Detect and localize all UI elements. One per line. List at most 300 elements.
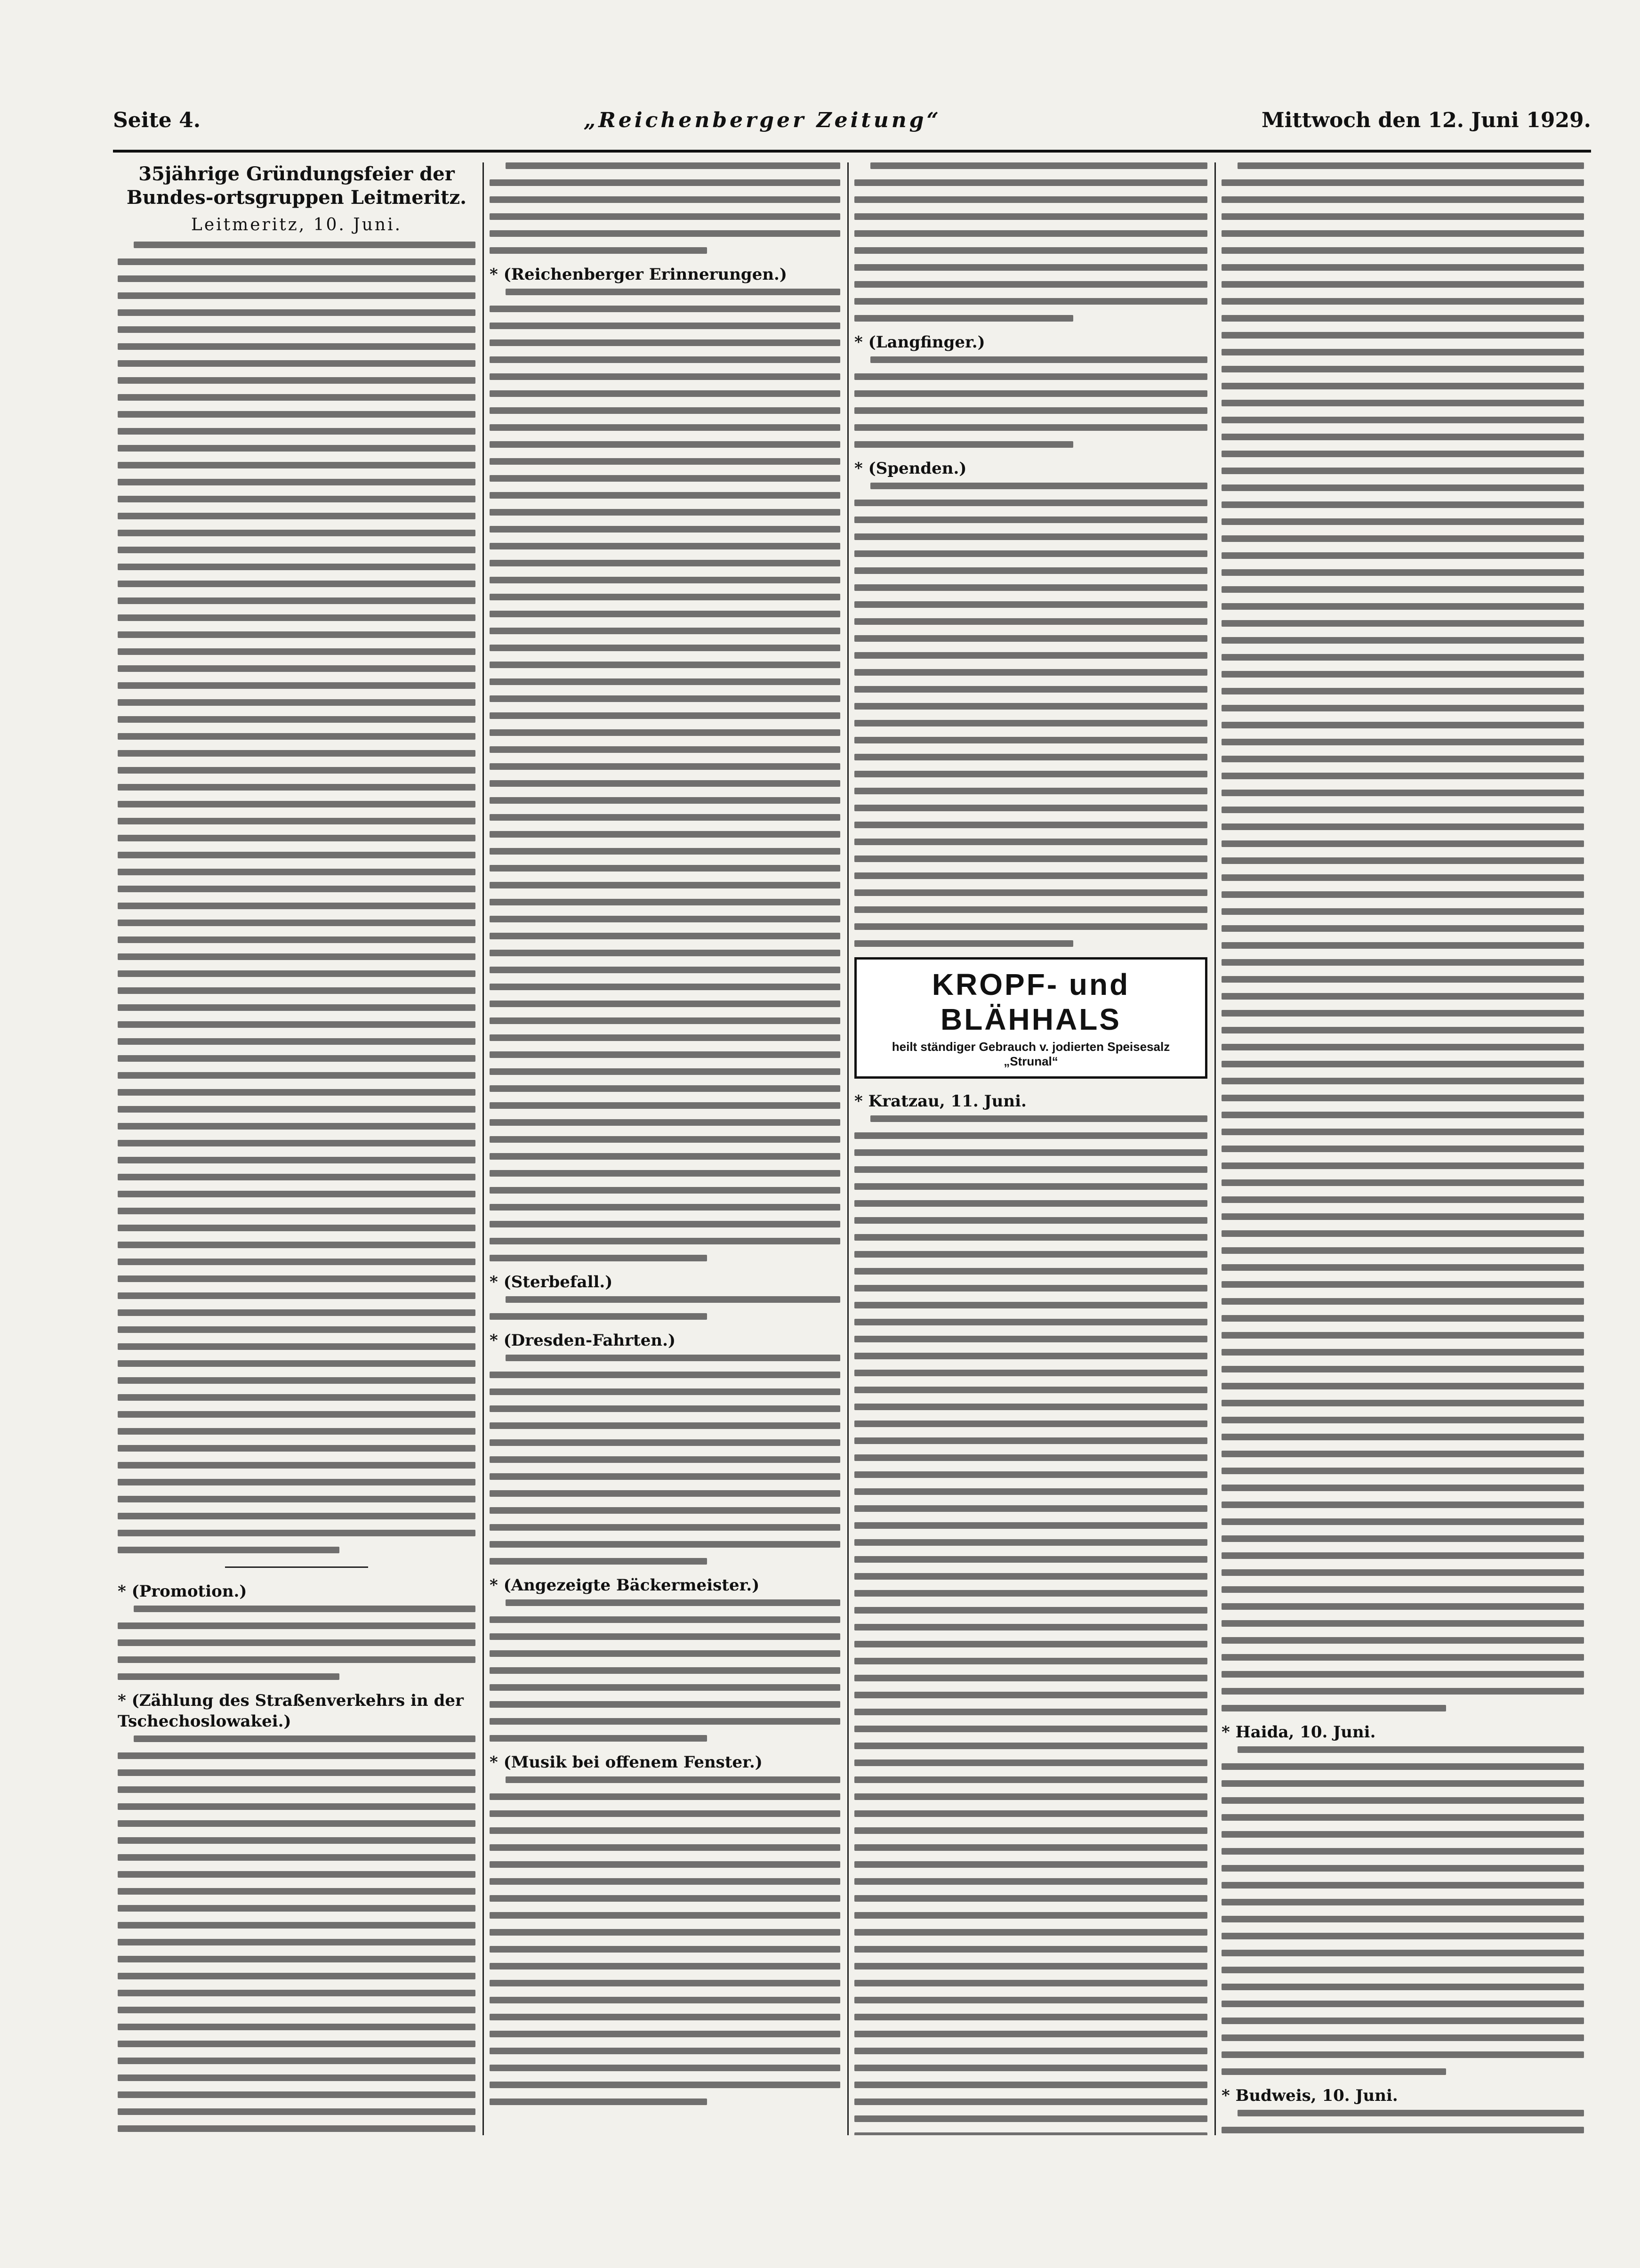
text-line	[1222, 1213, 1584, 1220]
text-line	[490, 526, 840, 533]
text-line	[1222, 739, 1584, 745]
text-line	[490, 984, 840, 990]
text-line	[1222, 1637, 1584, 1644]
article-subhead: * (Musik bei offenem Fenster.)	[490, 1753, 763, 1772]
text-line	[854, 550, 1207, 557]
text-line	[490, 373, 840, 380]
text-line	[490, 950, 840, 956]
text-line	[118, 462, 475, 468]
text-line	[1222, 620, 1584, 627]
text-line	[490, 1735, 707, 1742]
text-line	[1222, 671, 1584, 678]
text-line	[870, 162, 1207, 169]
text-line	[490, 1405, 840, 1412]
text-line	[118, 1871, 475, 1878]
text-line	[1222, 1162, 1584, 1169]
text-line	[490, 1558, 707, 1565]
text-line	[118, 920, 475, 926]
text-line	[1222, 1518, 1584, 1525]
text-line	[854, 247, 1207, 254]
text-line	[118, 1411, 475, 1418]
text-line	[118, 1786, 475, 1793]
column-1	[118, 162, 475, 2135]
text-line	[854, 1556, 1207, 1563]
article-body	[118, 1606, 475, 1680]
article-subhead: * (Reichenberger Erinnerungen.)	[490, 265, 787, 284]
text-line	[118, 1377, 475, 1384]
text-line	[854, 1895, 1207, 1902]
text-line	[118, 1673, 339, 1680]
text-line	[490, 577, 840, 583]
text-line	[854, 1776, 1207, 1783]
text-line	[854, 1912, 1207, 1919]
text-line	[118, 1394, 475, 1401]
text-line	[854, 1268, 1207, 1275]
text-line	[118, 1055, 475, 1062]
text-line	[1222, 451, 1584, 457]
text-line	[118, 699, 475, 706]
text-line	[1222, 2127, 1584, 2133]
text-line	[490, 441, 840, 448]
text-line	[854, 771, 1207, 777]
text-line	[1222, 1247, 1584, 1254]
article-dateline: Leitmeritz, 10. Juni.	[191, 215, 402, 234]
text-line	[490, 543, 840, 549]
text-line	[118, 547, 475, 553]
text-line	[490, 1034, 840, 1041]
ad-subtitle: heilt ständiger Gebrauch v. jodierten Speisesalz „Strunal“	[892, 1040, 1170, 1068]
text-line	[490, 247, 707, 254]
text-line	[490, 797, 840, 804]
text-line	[118, 1854, 475, 1861]
text-line	[490, 1001, 840, 1007]
text-line	[854, 1760, 1207, 1766]
text-line	[854, 872, 1207, 879]
text-line	[490, 865, 840, 872]
text-line	[854, 1200, 1207, 1207]
text-line	[854, 1929, 1207, 1936]
text-line	[118, 1157, 475, 1163]
text-line	[1222, 1010, 1584, 1017]
column-divider	[482, 162, 484, 2135]
text-line	[1222, 298, 1584, 305]
text-line	[118, 1326, 475, 1333]
text-line	[118, 1038, 475, 1045]
text-line	[854, 1353, 1207, 1359]
text-line	[854, 407, 1207, 414]
text-line	[854, 2048, 1207, 2054]
text-line	[854, 1505, 1207, 1512]
text-line	[1222, 1061, 1584, 1067]
text-line	[118, 1803, 475, 1810]
text-line	[1222, 603, 1584, 610]
text-line	[490, 1473, 840, 1480]
text-line	[854, 281, 1207, 288]
text-line	[490, 1388, 840, 1395]
text-line	[1222, 2001, 1584, 2007]
text-line	[1222, 1705, 1446, 1711]
text-line	[1222, 332, 1584, 339]
article-subhead: * (Dresden-Fahrten.)	[490, 1331, 676, 1350]
text-line	[1222, 993, 1584, 1000]
article-body	[490, 1296, 840, 1320]
article-body	[118, 242, 475, 1553]
text-line	[118, 258, 475, 265]
text-line	[118, 869, 475, 875]
text-line	[118, 733, 475, 740]
text-line	[490, 814, 840, 821]
text-line	[854, 1404, 1207, 1410]
text-line	[490, 1912, 840, 1919]
text-line	[490, 1490, 840, 1497]
text-line	[490, 1187, 840, 1194]
text-line	[134, 1606, 475, 1612]
text-line	[1238, 162, 1584, 169]
text-line	[854, 584, 1207, 591]
text-line	[1222, 281, 1584, 288]
text-line	[1222, 213, 1584, 220]
text-line	[1222, 959, 1584, 966]
text-line	[118, 1275, 475, 1282]
text-line	[854, 500, 1207, 506]
article-body	[490, 1776, 840, 2105]
text-line	[490, 1980, 840, 1986]
text-line	[118, 479, 475, 485]
text-line	[490, 1810, 840, 1817]
text-line	[118, 2007, 475, 2013]
text-line	[1222, 925, 1584, 932]
text-line	[1222, 349, 1584, 355]
text-line	[1222, 1603, 1584, 1610]
text-line	[490, 1861, 840, 1868]
article-subhead: * (Langfinger.)	[854, 333, 985, 352]
text-line	[506, 1296, 840, 1303]
text-line	[854, 1946, 1207, 1953]
text-line	[1222, 1763, 1584, 1770]
text-line	[854, 1709, 1207, 1715]
text-line	[118, 682, 475, 689]
text-line	[490, 1456, 840, 1463]
text-line	[1222, 1967, 1584, 1973]
text-line	[854, 2099, 1207, 2105]
text-line	[118, 1622, 475, 1629]
text-line	[118, 1888, 475, 1895]
text-line	[490, 1372, 840, 1378]
text-line	[1222, 1688, 1584, 1695]
text-line	[1222, 1451, 1584, 1457]
text-line	[490, 1895, 840, 1902]
text-line	[118, 1639, 475, 1646]
text-line	[1222, 1146, 1584, 1152]
text-line	[490, 1238, 840, 1244]
text-line	[1222, 468, 1584, 474]
text-line	[854, 533, 1207, 540]
text-line	[490, 1170, 840, 1177]
text-line	[490, 1718, 840, 1725]
text-line	[118, 750, 475, 757]
article-body	[490, 1355, 840, 1565]
text-line	[1222, 535, 1584, 542]
text-line	[1222, 230, 1584, 237]
text-line	[854, 2082, 1207, 2088]
text-line	[490, 594, 840, 600]
text-line	[854, 1387, 1207, 1393]
text-line	[118, 1973, 475, 1979]
text-line	[854, 1302, 1207, 1308]
text-line	[118, 275, 475, 282]
text-line	[118, 1990, 475, 1996]
text-line	[854, 1692, 1207, 1698]
text-line	[1222, 840, 1584, 847]
article-body	[490, 162, 840, 254]
text-line	[490, 1524, 840, 1531]
text-line	[490, 1616, 840, 1623]
text-line	[1222, 2034, 1584, 2041]
text-line	[490, 2065, 840, 2071]
text-line	[118, 1428, 475, 1435]
header-rule	[113, 150, 1591, 153]
text-line	[118, 292, 475, 299]
text-line	[134, 242, 475, 248]
text-line	[118, 665, 475, 672]
text-line	[118, 1769, 475, 1776]
text-line	[1222, 722, 1584, 728]
article-body	[490, 289, 840, 1261]
text-line	[118, 1072, 475, 1079]
text-line	[490, 1684, 840, 1691]
text-line	[1222, 1535, 1584, 1542]
text-line	[490, 1844, 840, 1851]
text-line	[490, 1051, 840, 1058]
text-line	[1222, 2068, 1446, 2075]
text-line	[854, 1539, 1207, 1546]
text-line	[854, 1963, 1207, 1969]
text-line	[118, 377, 475, 384]
article-subhead: * (Sterbefall.)	[490, 1273, 613, 1291]
text-line	[854, 1793, 1207, 1800]
article-body	[1222, 162, 1584, 1711]
text-line	[490, 196, 840, 203]
text-line	[506, 1599, 840, 1606]
text-line	[1222, 434, 1584, 440]
text-line	[118, 716, 475, 723]
text-line	[118, 1530, 475, 1536]
text-line	[1222, 1865, 1584, 1872]
text-line	[118, 581, 475, 587]
text-line	[490, 2099, 707, 2105]
text-line	[854, 2014, 1207, 2020]
text-line	[490, 407, 840, 414]
text-line	[490, 306, 840, 312]
text-line	[854, 1607, 1207, 1614]
text-line	[1222, 1332, 1584, 1339]
text-line	[1222, 1095, 1584, 1101]
column-divider	[1214, 162, 1216, 2135]
text-line	[1222, 366, 1584, 372]
text-line	[854, 1319, 1207, 1325]
text-line	[118, 1309, 475, 1316]
text-line	[490, 1119, 840, 1126]
text-line	[490, 2031, 840, 2037]
text-line	[1222, 1569, 1584, 1576]
text-line	[1222, 1586, 1584, 1593]
text-line	[490, 1136, 840, 1143]
text-line	[506, 1355, 840, 1361]
article-body	[854, 1115, 1207, 2135]
text-line	[118, 1905, 475, 1912]
text-line	[1222, 1916, 1584, 1922]
text-line	[118, 1496, 475, 1502]
text-line	[854, 1522, 1207, 1529]
article-body	[854, 162, 1207, 322]
text-line	[854, 1878, 1207, 1885]
text-line	[490, 831, 840, 838]
text-line	[854, 1810, 1207, 1817]
text-line	[854, 1726, 1207, 1732]
text-line	[490, 1827, 840, 1834]
text-line	[854, 856, 1207, 862]
text-line	[118, 2041, 475, 2047]
text-line	[118, 513, 475, 519]
text-line	[118, 428, 475, 435]
text-line	[854, 906, 1207, 913]
text-line	[854, 424, 1207, 431]
text-line	[490, 458, 840, 465]
text-line	[854, 1997, 1207, 2003]
text-line	[118, 1191, 475, 1197]
text-line	[490, 1017, 840, 1024]
text-line	[1222, 1349, 1584, 1356]
text-line	[118, 343, 475, 350]
text-line	[1222, 1112, 1584, 1118]
text-line	[854, 390, 1207, 397]
text-line	[490, 509, 840, 516]
text-line	[854, 822, 1207, 828]
text-line	[854, 1149, 1207, 1156]
text-line	[118, 2108, 475, 2115]
text-line	[490, 492, 840, 499]
text-line	[854, 196, 1207, 203]
text-line	[118, 835, 475, 841]
text-line	[490, 611, 840, 617]
text-line	[118, 1242, 475, 1248]
text-line	[1222, 1468, 1584, 1474]
article-body	[490, 1599, 840, 1742]
text-line	[118, 818, 475, 824]
article-subhead: * (Promotion.)	[118, 1582, 247, 1601]
text-line	[854, 686, 1207, 693]
text-line	[1222, 807, 1584, 813]
article-subhead: * (Zählung des Straßenverkehrs in der Tschechoslowakei.)	[118, 1691, 464, 1731]
column-3	[854, 162, 1207, 2135]
text-line	[1222, 1831, 1584, 1838]
text-line	[870, 356, 1207, 363]
text-line	[490, 230, 840, 237]
text-line	[870, 483, 1207, 489]
column-divider	[847, 162, 849, 2135]
text-line	[1222, 1196, 1584, 1203]
text-line	[854, 1217, 1207, 1224]
text-line	[1222, 1797, 1584, 1804]
text-line	[118, 1225, 475, 1231]
text-line	[854, 373, 1207, 380]
text-line	[1222, 400, 1584, 406]
text-line	[490, 746, 840, 753]
text-line	[1222, 383, 1584, 389]
text-line	[854, 889, 1207, 896]
text-line	[1222, 1848, 1584, 1855]
text-line	[854, 601, 1207, 608]
text-line	[854, 839, 1207, 845]
text-line	[1222, 2018, 1584, 2024]
text-line	[490, 1667, 840, 1674]
text-line	[490, 1439, 840, 1446]
page-header	[113, 108, 1591, 141]
text-line	[1222, 1078, 1584, 1084]
text-line	[490, 916, 840, 922]
text-line	[118, 1089, 475, 1096]
text-line	[854, 737, 1207, 743]
text-line	[854, 2031, 1207, 2037]
text-line	[118, 1837, 475, 1844]
column-2	[490, 162, 840, 2135]
text-line	[854, 754, 1207, 760]
text-line	[490, 678, 840, 685]
text-line	[118, 326, 475, 333]
text-line	[854, 1166, 1207, 1173]
text-line	[118, 2074, 475, 2081]
text-line	[490, 1204, 840, 1211]
text-line	[1222, 315, 1584, 322]
text-line	[118, 394, 475, 401]
text-line	[854, 1590, 1207, 1597]
text-line	[118, 1922, 475, 1929]
article-body	[118, 1735, 475, 2135]
text-line	[1222, 1264, 1584, 1271]
text-line	[1222, 1383, 1584, 1389]
text-line	[490, 1946, 840, 1953]
text-line	[118, 801, 475, 807]
text-line	[1222, 1129, 1584, 1135]
text-line	[118, 1656, 475, 1663]
text-line	[854, 1573, 1207, 1580]
text-line	[490, 848, 840, 855]
text-line	[118, 1021, 475, 1028]
text-line	[1222, 1780, 1584, 1787]
text-line	[1222, 1315, 1584, 1322]
text-line	[854, 179, 1207, 186]
text-line	[118, 953, 475, 960]
text-line	[870, 1115, 1207, 1122]
text-line	[1222, 1552, 1584, 1559]
text-line	[490, 179, 840, 186]
text-line	[1222, 484, 1584, 491]
text-line	[118, 936, 475, 943]
text-line	[118, 1547, 339, 1553]
text-line	[1222, 908, 1584, 915]
article-divider	[225, 1566, 368, 1568]
text-line	[854, 1675, 1207, 1681]
advertisement	[854, 957, 1207, 1079]
text-line	[1222, 790, 1584, 796]
text-line	[118, 1479, 475, 1485]
text-line	[1222, 518, 1584, 525]
text-line	[1222, 1434, 1584, 1440]
text-line	[490, 628, 840, 634]
text-line	[118, 1140, 475, 1146]
text-line	[854, 1844, 1207, 1851]
text-line	[1222, 501, 1584, 508]
